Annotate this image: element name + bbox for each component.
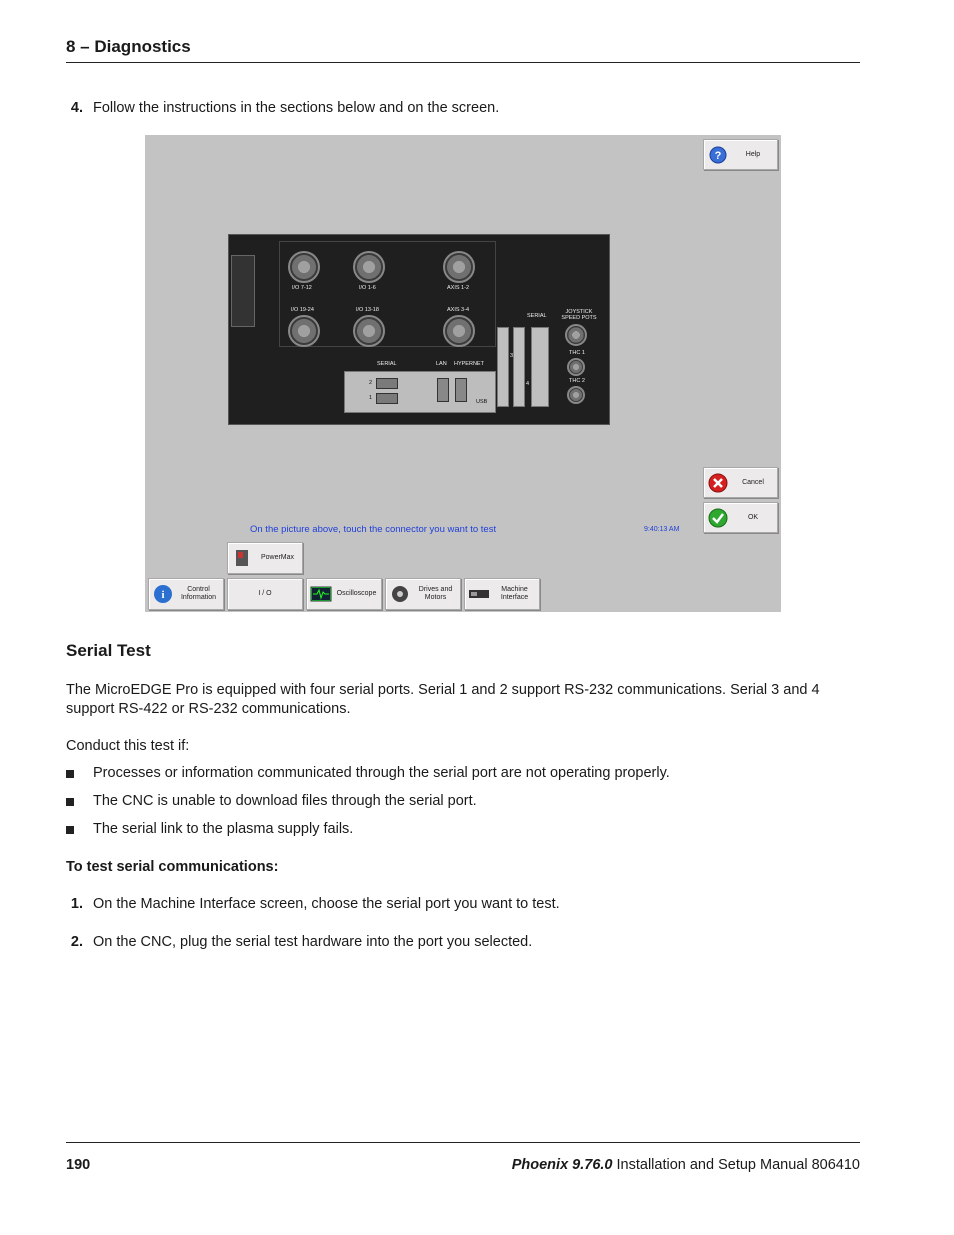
serial-card-4[interactable] (513, 327, 525, 407)
product-name: Phoenix 9.76.0 (511, 1157, 613, 1173)
serial-card-3[interactable] (497, 327, 509, 407)
controller-rear-panel (228, 234, 610, 425)
page-header: 8 – Diagnostics (66, 37, 191, 56)
io-7-12-label: I/O 7-12 (292, 285, 312, 291)
serial-label-top: SERIAL (527, 313, 547, 319)
tab-oscilloscope[interactable]: Oscilloscope (306, 578, 382, 610)
tab-io[interactable]: I / O (227, 578, 303, 610)
tab-control-information[interactable]: i Control Information (148, 578, 224, 610)
axis-3-4-connector[interactable] (443, 315, 475, 347)
bullet-square-icon (66, 826, 74, 834)
thc1-label: THC 1 (569, 350, 585, 356)
page-number: 190 (66, 1157, 91, 1173)
cancel-icon (707, 472, 729, 494)
section-title: Serial Test (66, 641, 151, 660)
port-3-label: 3 (510, 353, 514, 359)
conduct-text: Conduct this test if: (66, 738, 190, 754)
procedure-heading: To test serial communications: (66, 859, 279, 875)
info-icon (152, 583, 174, 605)
intro-paragraph-line2: support RS-422 or RS-232 communications. (66, 701, 351, 717)
oscilloscope-icon (310, 583, 332, 605)
io-13-18-connector[interactable] (353, 315, 385, 347)
usb-label: USB (476, 399, 488, 405)
io-19-24-label: I/O 19-24 (291, 307, 314, 313)
help-icon (707, 144, 729, 166)
serial-port-2[interactable] (376, 378, 398, 389)
fan-icon (231, 255, 255, 327)
ok-button[interactable]: OK (703, 502, 778, 533)
bullet-square-icon (66, 770, 74, 778)
document-number: 806410 (811, 1157, 860, 1173)
power-supply-icon (231, 547, 253, 569)
io-1-6-connector[interactable] (353, 251, 385, 283)
bullet-square-icon (66, 798, 74, 806)
diagnostics-screen (145, 135, 781, 612)
step-text: Follow the instructions in the sections below and on the screen. (93, 100, 500, 116)
axis-3-4-label: AXIS 3-4 (447, 307, 470, 313)
svg-text:i: i (161, 589, 165, 601)
cancel-button[interactable]: Cancel (703, 467, 778, 498)
thc2-connector[interactable] (567, 386, 585, 404)
io-7-12-connector[interactable] (288, 251, 320, 283)
thc2-label: THC 2 (569, 378, 585, 384)
axis-1-2-label: AXIS 1-2 (447, 285, 470, 291)
tab-drives-and-motors[interactable]: Drives and Motors (385, 578, 461, 610)
tab-machine-interface[interactable]: Machine Interface (464, 578, 540, 610)
footer-title (512, 1157, 860, 1173)
motor-icon (389, 583, 411, 605)
serial-port-1[interactable] (376, 393, 398, 404)
serial-card-bracket (531, 327, 549, 407)
machine-interface-icon (468, 583, 490, 605)
header-rule (66, 62, 860, 63)
hypernet-label: HYPERNET (454, 361, 484, 367)
axis-1-2-connector[interactable] (443, 251, 475, 283)
io-13-18-label: I/O 13-18 (356, 307, 379, 313)
thc1-connector[interactable] (567, 358, 585, 376)
hypernet-port[interactable] (455, 378, 467, 402)
check-icon (707, 507, 729, 529)
joystick-label: JOYSTICK SPEED POTS (561, 309, 597, 321)
instruction-text: On the picture above, touch the connector you want to test (250, 524, 497, 535)
footer-rule (66, 1142, 860, 1143)
step-number: 4. (70, 100, 83, 116)
io-19-24-connector[interactable] (288, 315, 320, 347)
intro-paragraph-line1: The MicroEDGE Pro is equipped with four serial ports. Serial 1 and 2 support RS-232 communications. Serial 3 and 4 (66, 682, 820, 698)
manual-name: Installation and Setup Manual (616, 1157, 808, 1173)
io-1-6-label: I/O 1-6 (359, 285, 376, 291)
clock-text: 9:40:13 AM (644, 526, 680, 533)
lan-port[interactable] (437, 378, 449, 402)
port-4-label: 4 (526, 381, 530, 387)
powermax-button[interactable]: PowerMax (227, 542, 303, 574)
help-button[interactable]: ? Help (703, 139, 778, 170)
serial-label-bottom: SERIAL (377, 361, 397, 367)
svg-text:?: ? (714, 149, 722, 162)
lan-label: LAN (436, 361, 447, 367)
joystick-connector[interactable] (565, 324, 587, 346)
io-plate: 2 1 USB (344, 371, 496, 413)
